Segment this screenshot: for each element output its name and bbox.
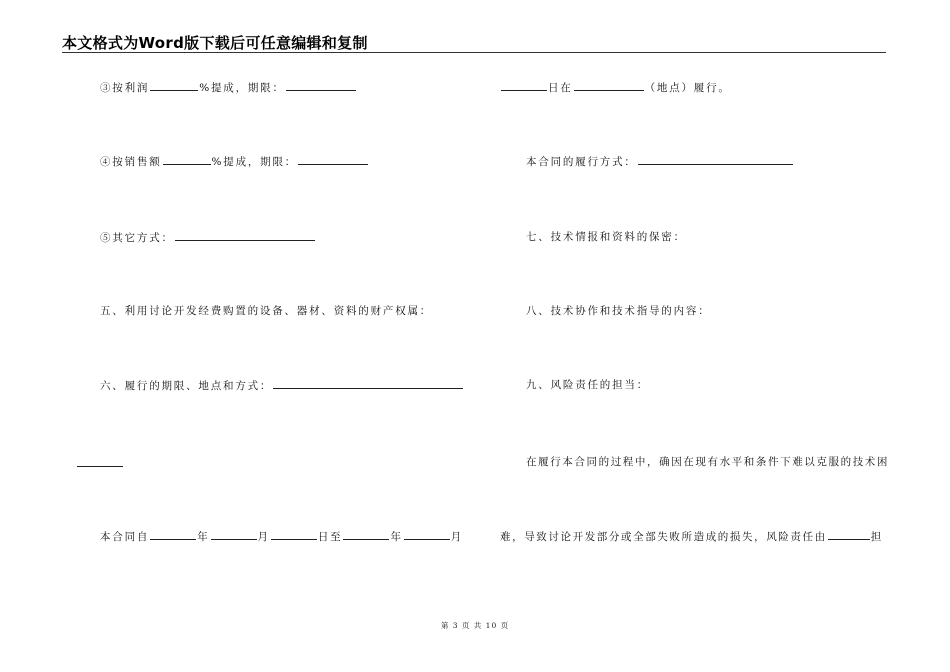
term-prefix: 本合同自 [100, 531, 150, 543]
risk-paragraph-line2 [500, 529, 883, 544]
method-blank[interactable] [638, 154, 793, 165]
term-line [100, 529, 463, 544]
item3-prefix: ③按利润 [100, 82, 150, 94]
item5-line [100, 230, 316, 245]
section9-heading: 九、风险责任的担当： [526, 379, 649, 391]
year-label: 年 [390, 531, 403, 543]
section5-heading: 五、利用讨论开发经费购置的设备、器材、资料的财产权属： [100, 305, 433, 317]
day-to-label: 日至 [317, 531, 343, 543]
percent-blank[interactable] [163, 154, 211, 165]
page-header-title: 本文格式为Word版下载后可任意编辑和复制 [62, 34, 368, 52]
item4-prefix: ④按销售额 [100, 156, 162, 168]
period-blank[interactable] [298, 154, 368, 165]
start-year-blank[interactable] [150, 529, 196, 540]
day-place-end: （地点）履行。 [644, 82, 731, 94]
place-blank[interactable] [574, 80, 644, 91]
end-month-blank[interactable] [404, 529, 450, 540]
month-label: 月 [257, 531, 270, 543]
risk-party-blank[interactable] [828, 529, 870, 540]
page-number: 第 3 页 共 10 页 [440, 621, 510, 630]
risk-paragraph-text: 难，导致讨论开发部分或全部失败所造成的损失，风险责任由 [500, 531, 827, 543]
section6-heading: 六、履行的期限、地点和方式： [100, 380, 273, 392]
year-label: 年 [197, 531, 210, 543]
continuation-blank[interactable] [77, 456, 123, 467]
section6-line [100, 378, 464, 393]
period-blank[interactable] [286, 80, 356, 91]
header-divider [62, 52, 886, 53]
item4-line [100, 154, 369, 169]
term-place-method-blank[interactable] [273, 378, 463, 389]
continuation-line [76, 456, 124, 471]
risk-paragraph-line1: 在履行本合同的过程中，确因在现有水平和条件下难以克服的技术困 [526, 456, 889, 468]
method-line [526, 154, 794, 169]
item4-mid: %提成，期限： [211, 156, 298, 168]
item3-mid: %提成，期限： [199, 82, 285, 94]
end-day-blank[interactable] [501, 80, 547, 91]
other-method-blank[interactable] [175, 230, 315, 241]
end-year-blank[interactable] [343, 529, 389, 540]
section8-heading: 八、技术协作和技术指导的内容： [526, 305, 711, 317]
item5-prefix: ⑤其它方式： [100, 232, 174, 244]
month-label: 月 [450, 531, 464, 543]
start-month-blank[interactable] [211, 529, 257, 540]
day-place-mid: 日在 [548, 82, 573, 94]
percent-blank[interactable] [150, 80, 198, 91]
section7-heading: 七、技术情报和资料的保密： [526, 231, 686, 243]
item3-line [100, 80, 357, 95]
method-label: 本合同的履行方式： [526, 156, 637, 168]
day-place-line [500, 80, 731, 95]
start-day-blank[interactable] [271, 529, 317, 540]
risk-paragraph-end: 担 [870, 531, 883, 543]
